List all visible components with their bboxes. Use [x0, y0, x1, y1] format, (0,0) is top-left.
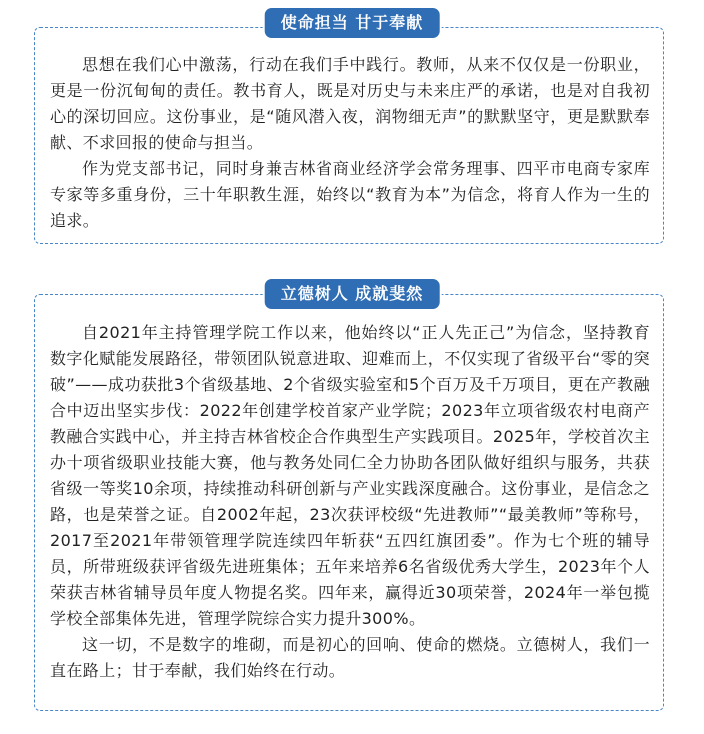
- section-title-achievement: 立德树人 成就斐然: [265, 279, 440, 309]
- section-achievement-text: [50, 320, 650, 684]
- paragraph: 作为党支部书记，同时身兼吉林省商业经济学会常务理事、四平市电商专家库专家等多重身份，三十年职教生涯，始终以“教育为本”为信念，将育人作为一生的追求。: [50, 159, 650, 230]
- paragraph: 自2021年主持管理学院工作以来，他始终以“正人先正己”为信念，坚持教育数字化赋能发展路径，带领团队锐意进取、迎难而上，不仅实现了省级平台“零的突破”——成功获批3个省级基地、2个省级实验室和5个百万及千万项目，更在产教融合中迈出坚实步伐：2022年创建学校首家产业学院；2023年立项省级农村电商产教融合实践中心，并主持吉林省校企合作典型生产实践项目。2025年，学校首次主办十项省级职业技能大赛，他与教务处同仁全力协助各团队做好组织与服务，共获省级一等奖10余项，持续推动科研创新与产业实践深度融合。这份事业，是信念之路，也是荣誉之证。自2002年起，23次获评校级“先进教师”“最美教师”等称号，2017至2021年带领管理学院连续四年斩获“五四红旗团委”。作为七个班的辅导员，所带班级获评省级先进班集体；五年来培养6名省级优秀大学生，2023年个人荣获吉林省辅导员年度人物提名奖。四年来，赢得近30项荣誉，2024年一举包揽学校全部集体先进，管理学院综合实力提升300%。: [50, 323, 650, 628]
- paragraph: 这一切，不是数字的堆砌，而是初心的回响、使命的燃烧。立德树人，我们一直在路上；甘于奉献，我们始终在行动。: [50, 635, 650, 680]
- paragraph: 思想在我们心中激荡，行动在我们手中践行。教师，从来不仅仅是一份职业，更是一份沉甸甸的责任。教书育人，既是对历史与未来庄严的承诺，也是对自我初心的深切回应。这份事业，是“随风潜入夜，润物细无声”的默默坚守，更是默默奉献、不求回报的使命与担当。: [50, 55, 650, 152]
- section-title-mission: 使命担当 甘于奉献: [265, 8, 440, 38]
- section-mission-text: [50, 52, 650, 234]
